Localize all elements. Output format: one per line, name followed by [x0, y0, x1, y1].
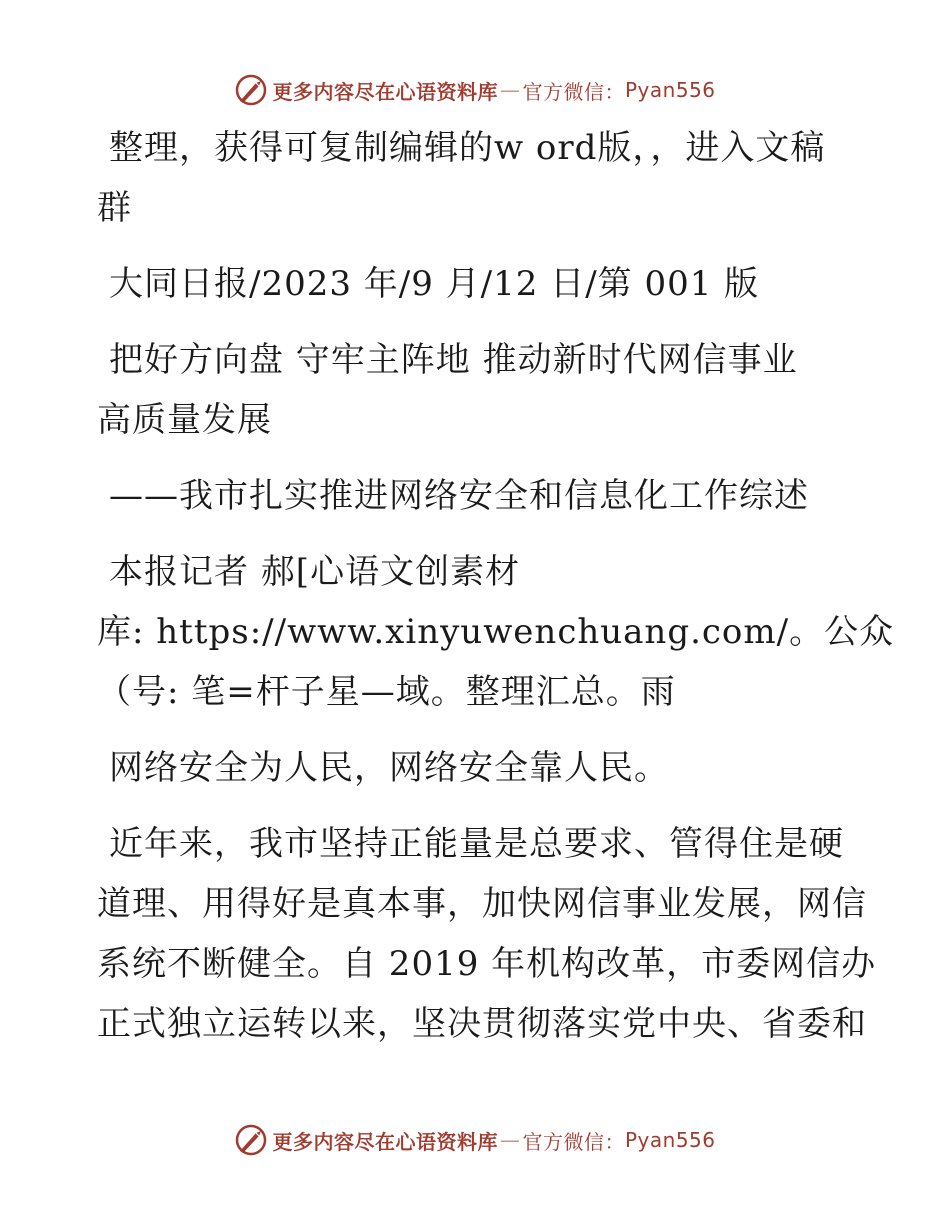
article-subtitle: ——我市扎实推进网络安全和信息化工作综述	[109, 476, 809, 516]
doc-paragraph: 近年来，我市坚持正能量是总要求、管得住是硬	[109, 824, 844, 864]
quill-pen-circle-icon	[234, 1123, 268, 1157]
watermark-text: 更多内容尽在心语资料库	[272, 79, 498, 104]
document-body	[97, 118, 895, 1054]
doc-line: 系统不断健全。自 2019 年机构改革，市委网信办	[97, 944, 877, 984]
watermark-dash: —	[499, 1128, 521, 1152]
watermark-wechat-id: Pyan556	[624, 78, 716, 102]
newspaper-source: 大同日报/2023 年/9 月/12 日/第 001 版	[109, 264, 760, 304]
article-title: 把好方向盘 守牢主阵地 推动新时代网信事业	[109, 340, 798, 380]
watermark-wechat-id: Pyan556	[624, 1128, 716, 1152]
footer-watermark	[0, 1120, 950, 1160]
doc-line: 正式独立运转以来，坚决贯彻落实党中央、省委和	[97, 1004, 867, 1044]
doc-line: 库: https://www.xinyuwenchuang.com/。公众	[97, 612, 895, 652]
watermark-official-label: 官方微信：	[522, 1129, 625, 1154]
doc-line: 道理、用得好是真本事，加快网信事业发展，网信	[97, 884, 867, 924]
doc-line: 整理，获得可复制编辑的w ord版，，进入文稿	[109, 128, 826, 168]
doc-paragraph: 网络安全为人民，网络安全靠人民。	[109, 748, 669, 788]
watermark-text: 更多内容尽在心语资料库	[272, 1129, 498, 1154]
watermark-dash: —	[499, 78, 521, 102]
article-title-cont: 高质量发展	[97, 400, 272, 440]
byline: 本报记者 郝[心语文创素材	[109, 552, 521, 592]
watermark-official-label: 官方微信：	[522, 79, 625, 104]
header-watermark	[0, 70, 950, 110]
doc-line: （号: 笔=杆子星—域。整理汇总。雨	[97, 672, 676, 712]
doc-line: 群	[97, 188, 132, 228]
quill-pen-circle-icon	[234, 73, 268, 107]
